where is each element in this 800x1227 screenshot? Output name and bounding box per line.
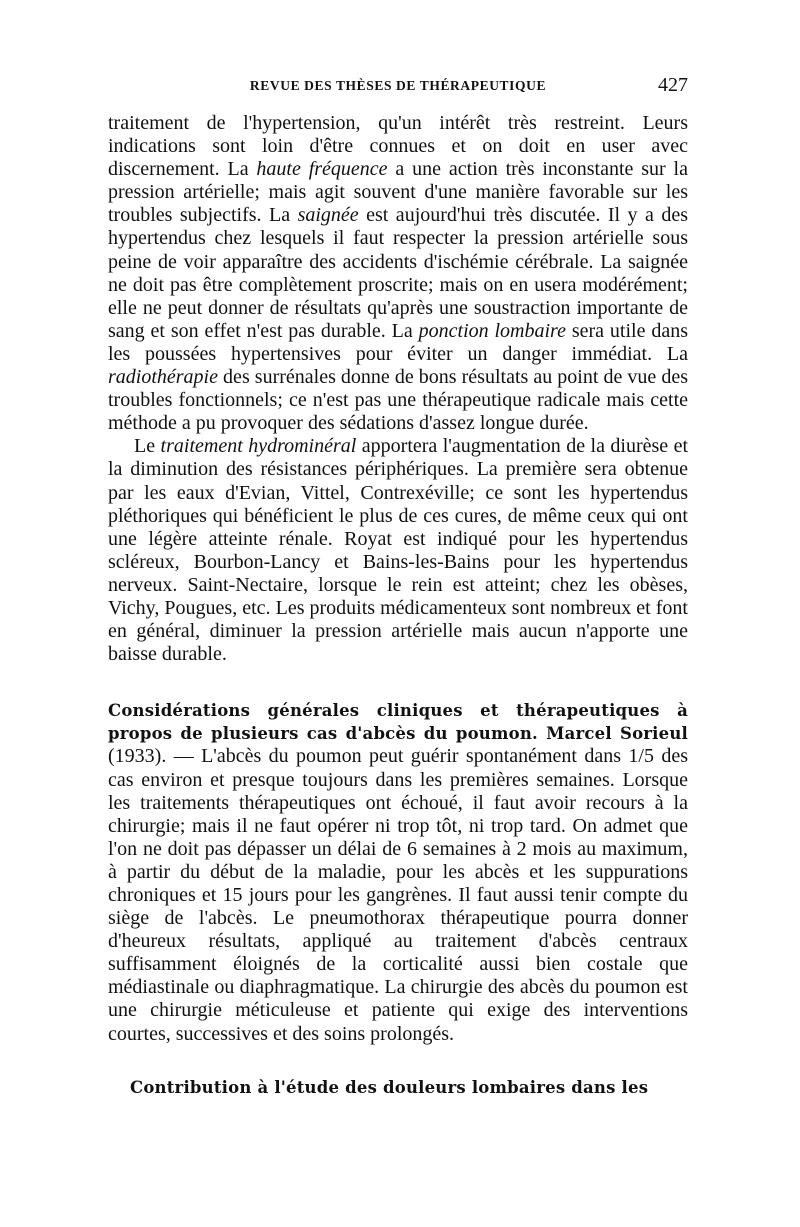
text-run: est aujourd'hui très discutée. Il y a des hypertendus chez lesquels il faut respecter la pression artérielle sous peine de voir apparaître des accidents d'ischémie cérébrale. La saignée ne doit pas être complètement proscrite; mais on en usera modérément; elle ne peut donner de résultats qu'après une soustraction importante de sang et son effet n'est pas durable. La	[108, 204, 688, 342]
italic-term: radiothérapie	[108, 366, 218, 389]
text-run: a une action très inconstante sur la pression artérielle; mais agit souvent d'une manière favorable sur les troubles subjectifs. La	[108, 158, 688, 227]
article-lung-abscess	[108, 699, 688, 1045]
italic-term: traitement hydrominéral	[160, 435, 357, 458]
paragraph-hydromineral-treatment	[108, 435, 688, 666]
text-run: sera utile dans les poussées hypertensives pour éviter un danger immédiat. La	[108, 319, 688, 365]
text-run: traitement de l'hypertension, qu'un intérêt très restreint. Leurs indications sont loin d'être connues et on doit en user avec discernement. La	[108, 112, 688, 181]
italic-term: ponction lombaire	[418, 319, 566, 342]
article-lumbar-pain	[108, 1076, 688, 1099]
page-body	[108, 112, 688, 1099]
text-run: apportera l'augmentation de la diurèse et la diminution des résistances périphériques. La première sera obtenue par les eaux d'Evian, Vittel, Contrexéville; ce sont les hypertendus pléthoriques qui bénéficient le plus de ces cures, de même ceux qui ont une légère atteinte rénale. Royat est indiqué pour les hypertendus scléreux, Bourbon-Lancy et Bains-les-Bains pour les hypertendus nerveux. Saint-Nectaire, lorsque le rein est atteint; chez les obèses, Vichy, Pougues, etc. Les produits médicamenteux sont nombreux et font en général, diminuer la pression artérielle mais aucun n'apporte une baisse durable.	[108, 435, 689, 666]
article-abstract: — L'abcès du poumon peut guérir spontanément dans 1/5 des cas environ et presque toujours dans les premières semaines. Lorsque les traitements thérapeutiques ont échoué, il faut avoir recours à la chirurgie; mais il ne faut opérer ni trop tôt, ni trop tard. On admet que l'on ne doit pas dépasser un délai de 6 semaines à 2 mois au maximum, à partir du début de la maladie, pour les abcès et les suppurations chroniques et 15 jours pour les gangrènes. Il faut aussi tenir compte du siège de l'abcès. Le pneumothorax thérapeutique pourra donner d'heureux résultats, appliqué au traitement d'abcès centraux suffisamment éloignés de la corticalité aussi bien costale que médiastinale ou diaphragmatique. La chirurgie des abcès du poumon est une chirurgie méticuleuse et patiente qui exige des interventions courtes, successives et des soins prolongés.	[108, 745, 688, 1045]
section-gap	[108, 666, 688, 699]
section-gap	[108, 1046, 688, 1076]
italic-term: saignée	[297, 204, 359, 227]
running-head	[108, 74, 688, 98]
italic-term: haute fréquence	[256, 158, 388, 181]
article-heading: Considérations générales cliniques et thérapeutiques à propos de plusieurs cas d'abcès du poumon. Marcel Sorieul	[108, 701, 688, 744]
paragraph-hypertension-treatments	[108, 112, 688, 435]
page-number: 427	[658, 74, 688, 96]
text-run: Le	[134, 435, 161, 458]
article-year: (1933).	[108, 745, 167, 768]
text-run: des surrénales donne de bons résultats au point de vue des troubles fonctionnels; ce n'est pas une thérapeutique radicale mais cette méthode a pu provoquer des sédations d'assez longue durée.	[108, 366, 688, 435]
journal-title: REVUE DES THÈSES DE THÉRAPEUTIQUE	[249, 78, 547, 93]
article-heading: Contribution à l'étude des douleurs lombaires dans les	[130, 1077, 649, 1097]
